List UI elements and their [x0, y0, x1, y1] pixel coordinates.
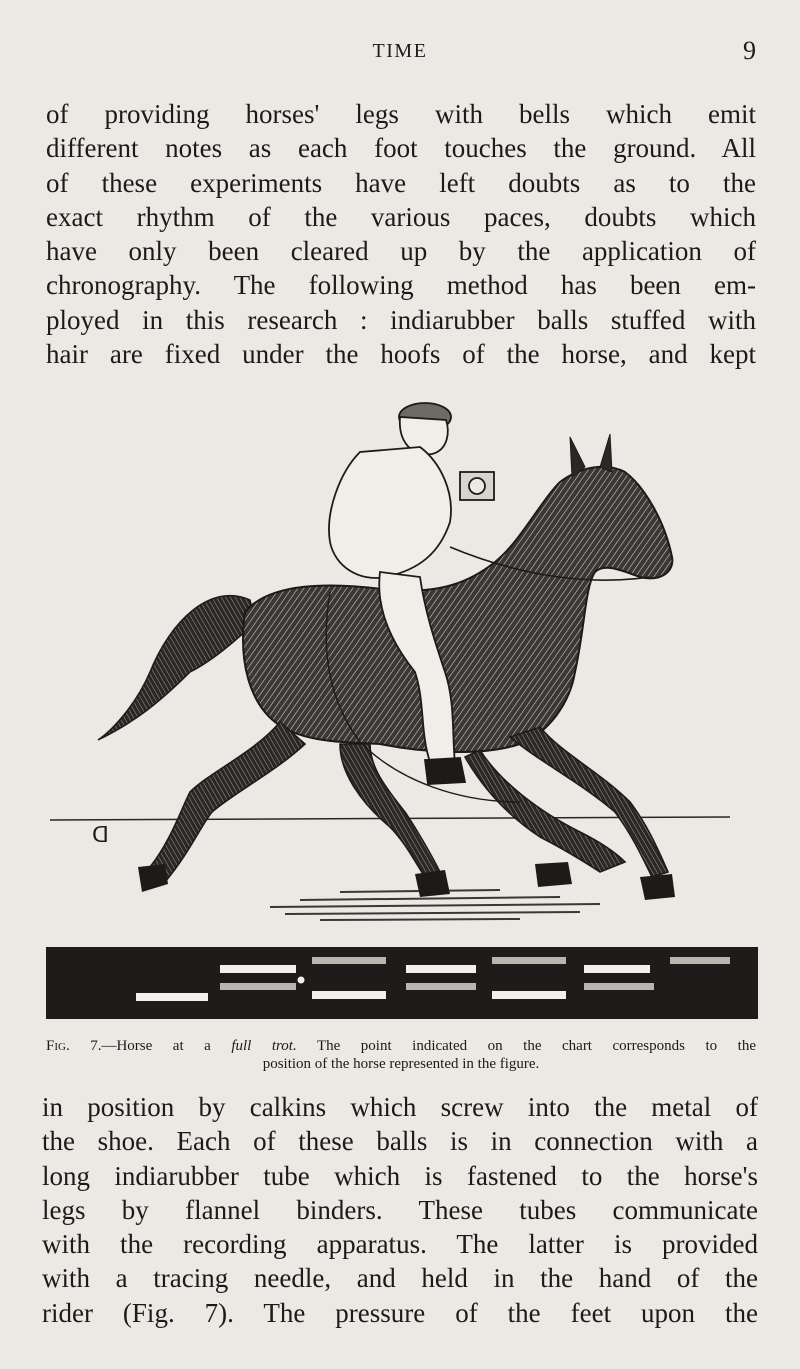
- text-line: rider (Fig. 7). The pressure of the feet upon the: [42, 1297, 758, 1328]
- text-line: have only been cleared up by the application of: [46, 236, 756, 267]
- text-line: with the recording apparatus. The latter is provided: [42, 1229, 758, 1260]
- text-line: different notes as each foot touches the ground. All: [46, 133, 756, 164]
- body-paragraph-top: [46, 97, 756, 371]
- figure-7: [40, 372, 760, 1032]
- caption-label: Fig. 7.: [46, 1038, 102, 1054]
- trot-gait-chart: [46, 947, 758, 1019]
- caption-line-1: [46, 1037, 756, 1055]
- text-line: with a tracing needle, and held in the hand of the: [42, 1263, 758, 1294]
- running-head: [0, 36, 800, 70]
- horse-body: [243, 467, 672, 752]
- text-line: of these experiments have left doubts as to the: [46, 167, 756, 198]
- caption-italic: full trot.: [231, 1038, 297, 1054]
- text-line: in position by calkins which screw into the metal of: [42, 1092, 758, 1122]
- engraver-monogram: ᗡ: [92, 822, 109, 847]
- rider-torso: [329, 447, 451, 578]
- horse-and-rider-illustration: [40, 372, 760, 940]
- text-line: the shoe. Each of these balls is in connection with a: [42, 1126, 758, 1157]
- caption-pre: —Horse at a: [101, 1038, 232, 1054]
- text-line: exact rhythm of the various paces, doubts which: [46, 201, 756, 232]
- caption-line-2: position of the horse represented in the figure.: [262, 1056, 540, 1072]
- text-line: of providing horses' legs with bells which emit: [46, 99, 756, 129]
- chart-position-point: [298, 977, 305, 984]
- horse-tail: [98, 596, 255, 740]
- running-title: TIME: [372, 40, 428, 62]
- figure-caption: [46, 1037, 756, 1073]
- text-line: ployed in this research : indiarubber balls stuffed with: [46, 304, 756, 335]
- text-line: hair are fixed under the hoofs of the horse, and kept: [46, 339, 756, 370]
- body-paragraph-bottom: [42, 1090, 758, 1330]
- rider-boot: [425, 758, 465, 784]
- page-number: 9: [743, 36, 756, 65]
- text-line: long indiarubber tube which is fastened to the horse's: [42, 1160, 758, 1191]
- text-line: legs by flannel binders. These tubes communicate: [42, 1194, 758, 1225]
- text-line: chronography. The following method has been em-: [46, 270, 756, 301]
- caption-post: The point indicated on the chart corresponds to the: [296, 1038, 756, 1054]
